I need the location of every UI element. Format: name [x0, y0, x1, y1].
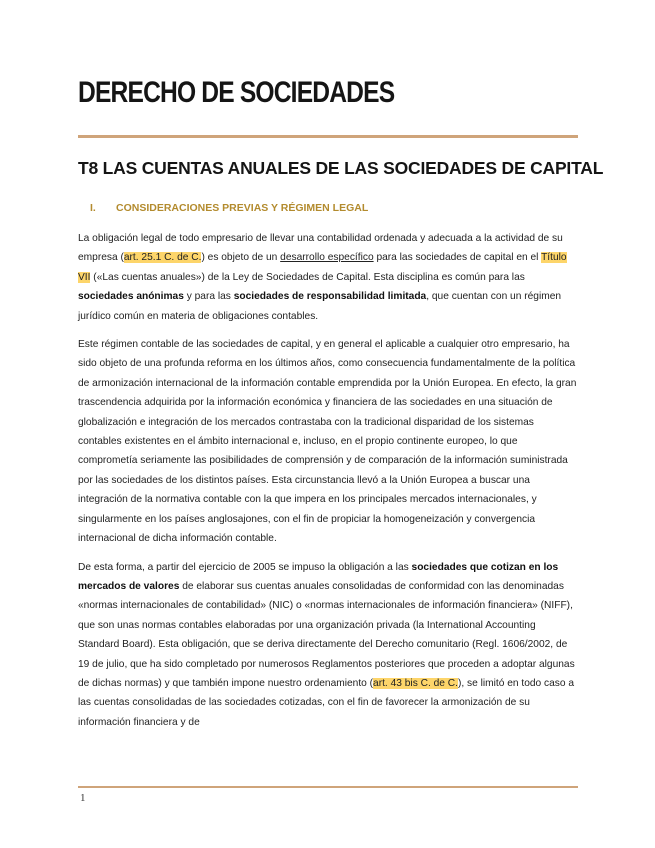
chapter-heading: T8 LAS CUENTAS ANUALES DE LAS SOCIEDADES DE CAPITAL — [78, 158, 604, 178]
highlighted-reference: art. 43 bis C. de C. — [373, 677, 458, 689]
text-run: ) es objeto de un — [201, 252, 281, 264]
footer-divider — [78, 786, 578, 788]
paragraph-3 — [78, 558, 578, 733]
bold-term: sociedades de responsabilidad limitada — [233, 291, 427, 303]
text-run: y para las — [183, 291, 234, 303]
highlighted-reference: Título VII — [78, 252, 567, 283]
paragraph-1 — [78, 229, 578, 326]
page-number: 1 — [80, 792, 86, 804]
bold-term: sociedades que cotizan en los mercados de valores — [78, 561, 559, 592]
highlighted-reference: art. 25.1 C. de C. — [123, 252, 202, 264]
section-heading — [90, 202, 368, 214]
text-run: De esta forma, a partir del ejercicio de 2005 se impuso la obligación a las — [78, 561, 412, 573]
text-run: de elaborar sus cuentas anuales consolidadas de conformidad con las denominadas «normas internacionales de contabilidad» (NIC) o «normas internacionales de información financiera» (NIFF), que son unas normas contables elaboradas por una organización privada (la International Accounting Standard Board). Esta obligación, que se deriva directamente del Derecho comunitario (Regl. 1606/2002, de 19 de julio, que ha sido completado por numerosos Reglamentos posteriores que proceden a adoptar algunas de dichas normas) y que también impone nuestro ordenamiento ( — [78, 580, 575, 689]
section-title: CONSIDERACIONES PREVIAS Y RÉGIMEN LEGAL — [116, 202, 369, 214]
section-number: I. — [90, 202, 96, 214]
text-run: ), se limitó en todo caso a las cuentas consolidadas de las sociedades cotizadas, con el fin de favorecer la armonización de su información financiera y de — [78, 677, 575, 728]
text-run: La obligación legal de todo empresario de llevar una contabilidad ordenada y adecuada a la actividad de su empresa ( — [78, 233, 563, 264]
text-run: para las sociedades de capital en el — [373, 252, 542, 264]
paragraph-2: Este régimen contable de las sociedades de capital, y en general el aplicable a cualquier otro empresario, ha sido objeto de una profunda reforma en los últimos años, como consecuencia fundamentalmente de la política de armonización internacional de la información contable emprendida por la Unión Europea. En efecto, la gran trascendencia adquirida por la información económica y financiera de las sociedades en una situación de globalización e integración de los mercados contrastaba con la tradicional disparidad de los sistemas contables existentes en el ámbito internacional e, incluso, en el propio continente europeo, lo que comprometía seriamente las posibilidades de comprensión y de comparación de la información suministrada por las sociedades de los distintos países. Esta circunstancia llevó a la Unión Europea a buscar una integración de la normativa contable con la que impera en los principales mercados internacionales, y singularmente en los países anglosajones, con el fin de propiciar la homogeneización y convergencia internacional de dicha información contable. — [78, 339, 577, 545]
text-run: («Las cuentas anuales») de la Ley de Sociedades de Capital. Esta disciplina es común para las — [90, 271, 525, 283]
bold-term: sociedades anónimas — [78, 291, 184, 303]
body-text — [78, 229, 578, 741]
underlined-text: desarrollo específico — [280, 252, 374, 264]
document-title: DERECHO DE SOCIEDADES — [78, 76, 395, 109]
title-divider — [78, 135, 578, 138]
text-run: , que cuentan con un régimen jurídico común en materia de obligaciones contables. — [78, 291, 562, 322]
